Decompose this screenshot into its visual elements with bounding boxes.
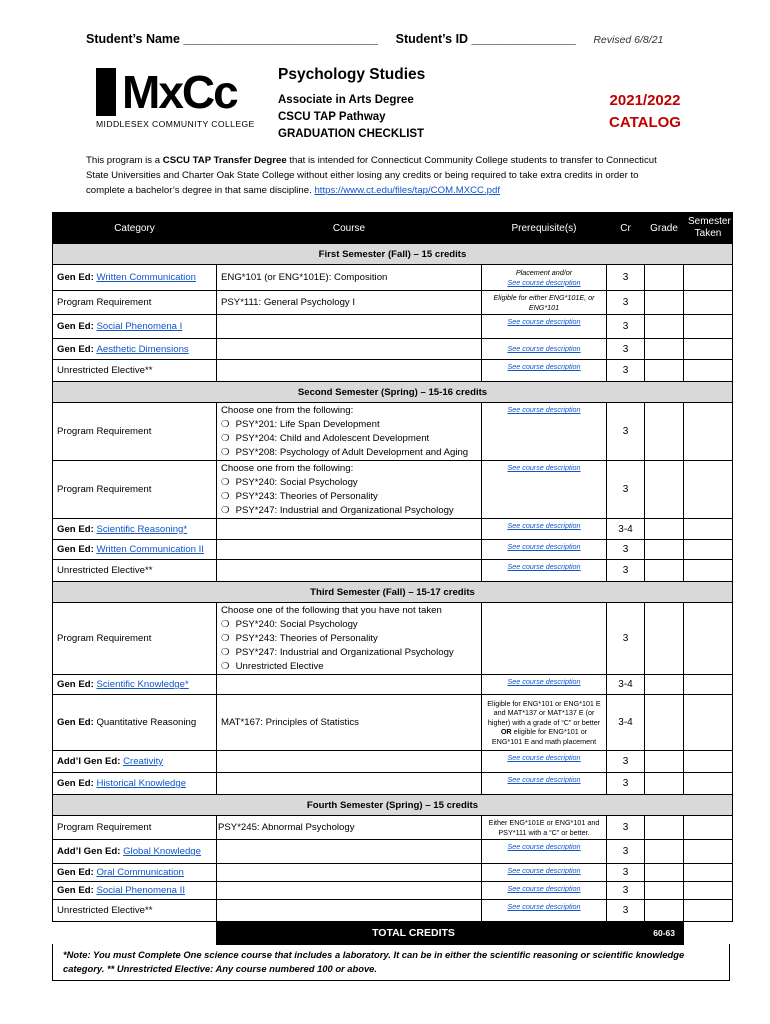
logo-mark-text: MxCc: [122, 66, 237, 118]
catalog-year-block: [560, 90, 730, 134]
table-row: Program Requirement Choose one from the following: ❍ PSY*240: Social Psychology ❍ PSY*243: Theories of Personality ❍ PSY*247: Industrial and Organizational Psychology See course description 3: [53, 461, 733, 519]
semester-1-header: First Semester (Fall) – 15 credits: [53, 244, 733, 265]
table-row: Program Requirement PSY*111: General Psychology I Eligible for either ENG*101E, or ENG*101 3: [53, 291, 733, 315]
student-info-line: [86, 32, 663, 46]
semester-taken-cell[interactable]: [684, 461, 733, 519]
table-row: Gen Ed: Written Communication ENG*101 (or ENG*101E): Composition Placement and/or See course description 3: [53, 265, 733, 291]
grade-cell[interactable]: [645, 864, 684, 882]
semester-3-header: Third Semester (Fall) – 15-17 credits: [53, 582, 733, 603]
program-title: Psychology Studies: [278, 66, 426, 83]
footnote: *Note: You must Complete One science course that includes a laboratory. It can be in either the scientific reasoning or scientific knowledge category. ** Unrestricted Elective: Any course numbered 100 or above.: [52, 944, 730, 981]
col-credits: Cr: [607, 213, 645, 244]
semester-taken-cell[interactable]: [684, 675, 733, 695]
course-cell: [217, 519, 482, 540]
table-row: Gen Ed: Oral Communication See course description 3: [53, 864, 733, 882]
course-options: Choose one from the following: ❍ PSY*201: Life Span Development ❍ PSY*204: Child and Adolescent Development ❍ PSY*208: Psychology of Adult Development and Aging: [217, 403, 482, 461]
semester-taken-cell[interactable]: [684, 315, 733, 339]
table-header: [53, 213, 733, 244]
course-description-link[interactable]: See course description: [507, 562, 581, 571]
col-semester-taken: Semester Taken: [684, 213, 733, 244]
gen-ed-link[interactable]: Social Phenomena I: [96, 321, 183, 332]
logo-college-name: MIDDLESEX COMMUNITY COLLEGE: [96, 119, 255, 129]
course-description-link[interactable]: See course description: [507, 842, 581, 851]
grade-cell[interactable]: [645, 265, 684, 291]
table-row: Unrestricted Elective** See course description 3: [53, 900, 733, 922]
course-options: Choose one from the following: ❍ PSY*240: Social Psychology ❍ PSY*243: Theories of Personality ❍ PSY*247: Industrial and Organizational Psychology: [217, 461, 482, 519]
course-cell: [217, 339, 482, 360]
grade-cell[interactable]: [645, 816, 684, 840]
course-cell: [217, 840, 482, 864]
col-category: Category: [53, 213, 217, 244]
total-credits-row: [53, 922, 733, 945]
option-bullet-icon[interactable]: ❍: [221, 504, 230, 516]
grade-cell[interactable]: [645, 560, 684, 582]
semester-taken-cell[interactable]: [684, 265, 733, 291]
checklist-title: GRADUATION CHECKLIST: [278, 128, 425, 140]
grade-cell[interactable]: [645, 882, 684, 900]
course-description-link[interactable]: See course description: [507, 463, 581, 472]
grade-cell[interactable]: [645, 603, 684, 675]
table-row: Add’l Gen Ed: Global Knowledge See course description 3: [53, 840, 733, 864]
course-description-link[interactable]: See course description: [507, 405, 581, 414]
course-cell: [217, 864, 482, 882]
gen-ed-link[interactable]: Historical Knowledge: [96, 778, 187, 789]
semester-taken-cell[interactable]: [684, 695, 733, 751]
semester-4-header: Fourth Semester (Spring) – 15 credits: [53, 795, 733, 816]
course-options: Choose one of the following that you have not taken ❍ PSY*240: Social Psychology ❍ PSY*243: Theories of Personality ❍ PSY*247: Industrial and Organizational Psychology ❍ Unrestricted Elective: [217, 603, 482, 675]
course-description-link[interactable]: See course description: [507, 677, 581, 686]
course-cell: [217, 560, 482, 582]
grade-cell[interactable]: [645, 695, 684, 751]
course-cell: PSY*111: General Psychology I: [217, 291, 482, 315]
semester-2-header: Second Semester (Spring) – 15-16 credits: [53, 382, 733, 403]
option-bullet-icon[interactable]: ❍: [221, 418, 230, 430]
gen-ed-link[interactable]: Aesthetic Dimensions: [96, 343, 189, 355]
program-intro: [86, 153, 676, 198]
semester-taken-cell[interactable]: [684, 882, 733, 900]
table-row: Add’l Gen Ed: Creativity See course description 3: [53, 751, 733, 773]
grade-cell[interactable]: [645, 540, 684, 560]
semester-taken-cell[interactable]: [684, 540, 733, 560]
gen-ed-link[interactable]: Global Knowledge: [123, 846, 201, 857]
course-cell: [217, 773, 482, 795]
table-row: Gen Ed: Social Phenomena I See course description 3: [53, 315, 733, 339]
grade-cell[interactable]: [645, 773, 684, 795]
course-cell: MAT*167: Principles of Statistics: [217, 695, 482, 751]
gen-ed-link[interactable]: Creativity: [123, 756, 164, 767]
intro-text-body: that is intended for Connecticut Community College students to transfer to Connecticut State Universities and Charter Oak State College without either losing any credits or being required to take extra credits in order to complete a bachelor’s degree in that same discipline.: [86, 155, 657, 196]
course-description-link[interactable]: See course description: [507, 344, 581, 354]
semester-taken-cell[interactable]: [684, 773, 733, 795]
semester-taken-cell[interactable]: [684, 360, 733, 382]
grade-cell[interactable]: [645, 461, 684, 519]
grade-cell[interactable]: [645, 403, 684, 461]
course-description-link[interactable]: See course description: [507, 884, 581, 893]
col-course: Course: [217, 213, 482, 244]
tap-pathway-link[interactable]: https://www.ct.edu/files/tap/COM.MXCC.pdf: [314, 185, 500, 196]
total-credits-value: 60-63: [607, 922, 684, 945]
degree-type: Associate in Arts Degree: [278, 94, 414, 106]
course-description-link[interactable]: See course description: [507, 542, 581, 551]
revised-date: Revised 6/8/21: [593, 34, 664, 46]
table-row: Gen Ed: Scientific Knowledge* See course description 3-4: [53, 675, 733, 695]
course-cell: [217, 751, 482, 773]
col-prerequisites: Prerequisite(s): [482, 213, 607, 244]
course-description-link[interactable]: See course description: [507, 753, 581, 762]
intro-degree-name: CSCU TAP Transfer Degree: [162, 155, 287, 166]
course-description-link[interactable]: See course description: [507, 317, 581, 326]
grade-cell[interactable]: [645, 840, 684, 864]
col-grade: Grade: [645, 213, 684, 244]
grade-cell[interactable]: [645, 900, 684, 922]
course-cell: [217, 360, 482, 382]
course-cell: ENG*101 (or ENG*101E): Composition: [217, 265, 482, 291]
course-checklist-table: [52, 212, 733, 945]
gen-ed-link[interactable]: Oral Communication: [96, 867, 184, 878]
option-bullet-icon[interactable]: ❍: [221, 490, 230, 502]
option-bullet-icon[interactable]: ❍: [221, 476, 230, 488]
course-cell: [217, 900, 482, 922]
semester-taken-cell[interactable]: [684, 900, 733, 922]
table-row: Unrestricted Elective** See course description 3: [53, 560, 733, 582]
option-bullet-icon[interactable]: ❍: [221, 660, 230, 672]
option-bullet-icon[interactable]: ❍: [221, 618, 230, 630]
gen-ed-link[interactable]: Written Communication: [96, 272, 196, 283]
semester-taken-cell[interactable]: [684, 519, 733, 540]
course-description-link[interactable]: See course description: [507, 866, 581, 875]
table-row: Gen Ed: Aesthetic Dimensions See course description 3: [53, 339, 733, 360]
course-description-link[interactable]: See course description: [507, 902, 581, 911]
course-description-link[interactable]: See course description: [507, 277, 581, 287]
course-cell: [217, 540, 482, 560]
grade-cell[interactable]: [645, 519, 684, 540]
semester-taken-cell[interactable]: [684, 840, 733, 864]
table-row: Gen Ed: Written Communication II See course description 3: [53, 540, 733, 560]
option-bullet-icon[interactable]: ❍: [221, 646, 230, 658]
catalog-label: CATALOG: [609, 114, 681, 131]
table-row: Gen Ed: Quantitative Reasoning MAT*167: Principles of Statistics Eligible for ENG*101 or ENG*101 E and MAT*137 or MAT*137 E (or higher) with a grade of “C” or better OR eligible for ENG*101 or ENG*101 E and math placement 3-4: [53, 695, 733, 751]
grade-cell[interactable]: [645, 360, 684, 382]
gen-ed-link[interactable]: Social Phenomena II: [96, 885, 185, 896]
table-row: Gen Ed: Social Phenomena II See course description 3: [53, 882, 733, 900]
logo-block: [96, 68, 116, 116]
table-row: Program Requirement Choose one from the following: ❍ PSY*201: Life Span Development ❍ PSY*204: Child and Adolescent Development ❍ PSY*208: Psychology of Adult Development and Aging See course description 3: [53, 403, 733, 461]
semester-taken-cell[interactable]: [684, 403, 733, 461]
semester-taken-cell[interactable]: [684, 751, 733, 773]
gen-ed-link[interactable]: Scientific Reasoning*: [96, 523, 188, 535]
pathway-name: CSCU TAP Pathway: [278, 111, 386, 123]
table-row: Program Requirement PSY*245: Abnormal Psychology Either ENG*101E or ENG*101 and PSY*111 with a “C” or better. 3: [53, 816, 733, 840]
table-row: Unrestricted Elective** See course description 3: [53, 360, 733, 382]
semester-taken-cell[interactable]: [684, 864, 733, 882]
student-name-field[interactable]: Student’s Name ____________________________: [86, 32, 379, 46]
course-cell: [217, 315, 482, 339]
table-row: Program Requirement Choose one of the following that you have not taken ❍ PSY*240: Social Psychology ❍ PSY*243: Theories of Personality ❍ PSY*247: Industrial and Organizational Psychology ❍ Unrestricted Elective 3: [53, 603, 733, 675]
course-cell: [217, 675, 482, 695]
semester-taken-cell[interactable]: [684, 291, 733, 315]
program-heading: [278, 66, 425, 143]
option-bullet-icon[interactable]: ❍: [221, 432, 230, 444]
course-description-link[interactable]: See course description: [507, 775, 581, 784]
course-cell: [217, 882, 482, 900]
semester-taken-cell[interactable]: [684, 560, 733, 582]
course-description-link[interactable]: See course description: [507, 521, 581, 530]
gen-ed-link[interactable]: Written Communication II: [96, 544, 204, 555]
student-id-field[interactable]: Student’s ID _______________: [395, 32, 576, 46]
grade-cell[interactable]: [645, 315, 684, 339]
intro-text-start: This program is a: [86, 155, 163, 166]
course-cell: PSY*245: Abnormal Psychology: [217, 816, 482, 840]
grade-cell[interactable]: [645, 339, 684, 360]
option-bullet-icon[interactable]: ❍: [221, 446, 230, 458]
catalog-year: 2021/2022: [609, 92, 681, 109]
table-row: Gen Ed: Historical Knowledge See course description 3: [53, 773, 733, 795]
semester-taken-cell[interactable]: [684, 339, 733, 360]
semester-taken-cell[interactable]: [684, 603, 733, 675]
table-row: Gen Ed: Scientific Reasoning* See course description 3-4: [53, 519, 733, 540]
course-description-link[interactable]: See course description: [507, 362, 581, 371]
gen-ed-link[interactable]: Scientific Knowledge*: [96, 679, 189, 690]
total-credits-label: TOTAL CREDITS: [217, 922, 607, 945]
grade-cell[interactable]: [645, 675, 684, 695]
grade-cell[interactable]: [645, 291, 684, 315]
college-logo: [96, 66, 258, 134]
grade-cell[interactable]: [645, 751, 684, 773]
option-bullet-icon[interactable]: ❍: [221, 632, 230, 644]
semester-taken-cell[interactable]: [684, 816, 733, 840]
